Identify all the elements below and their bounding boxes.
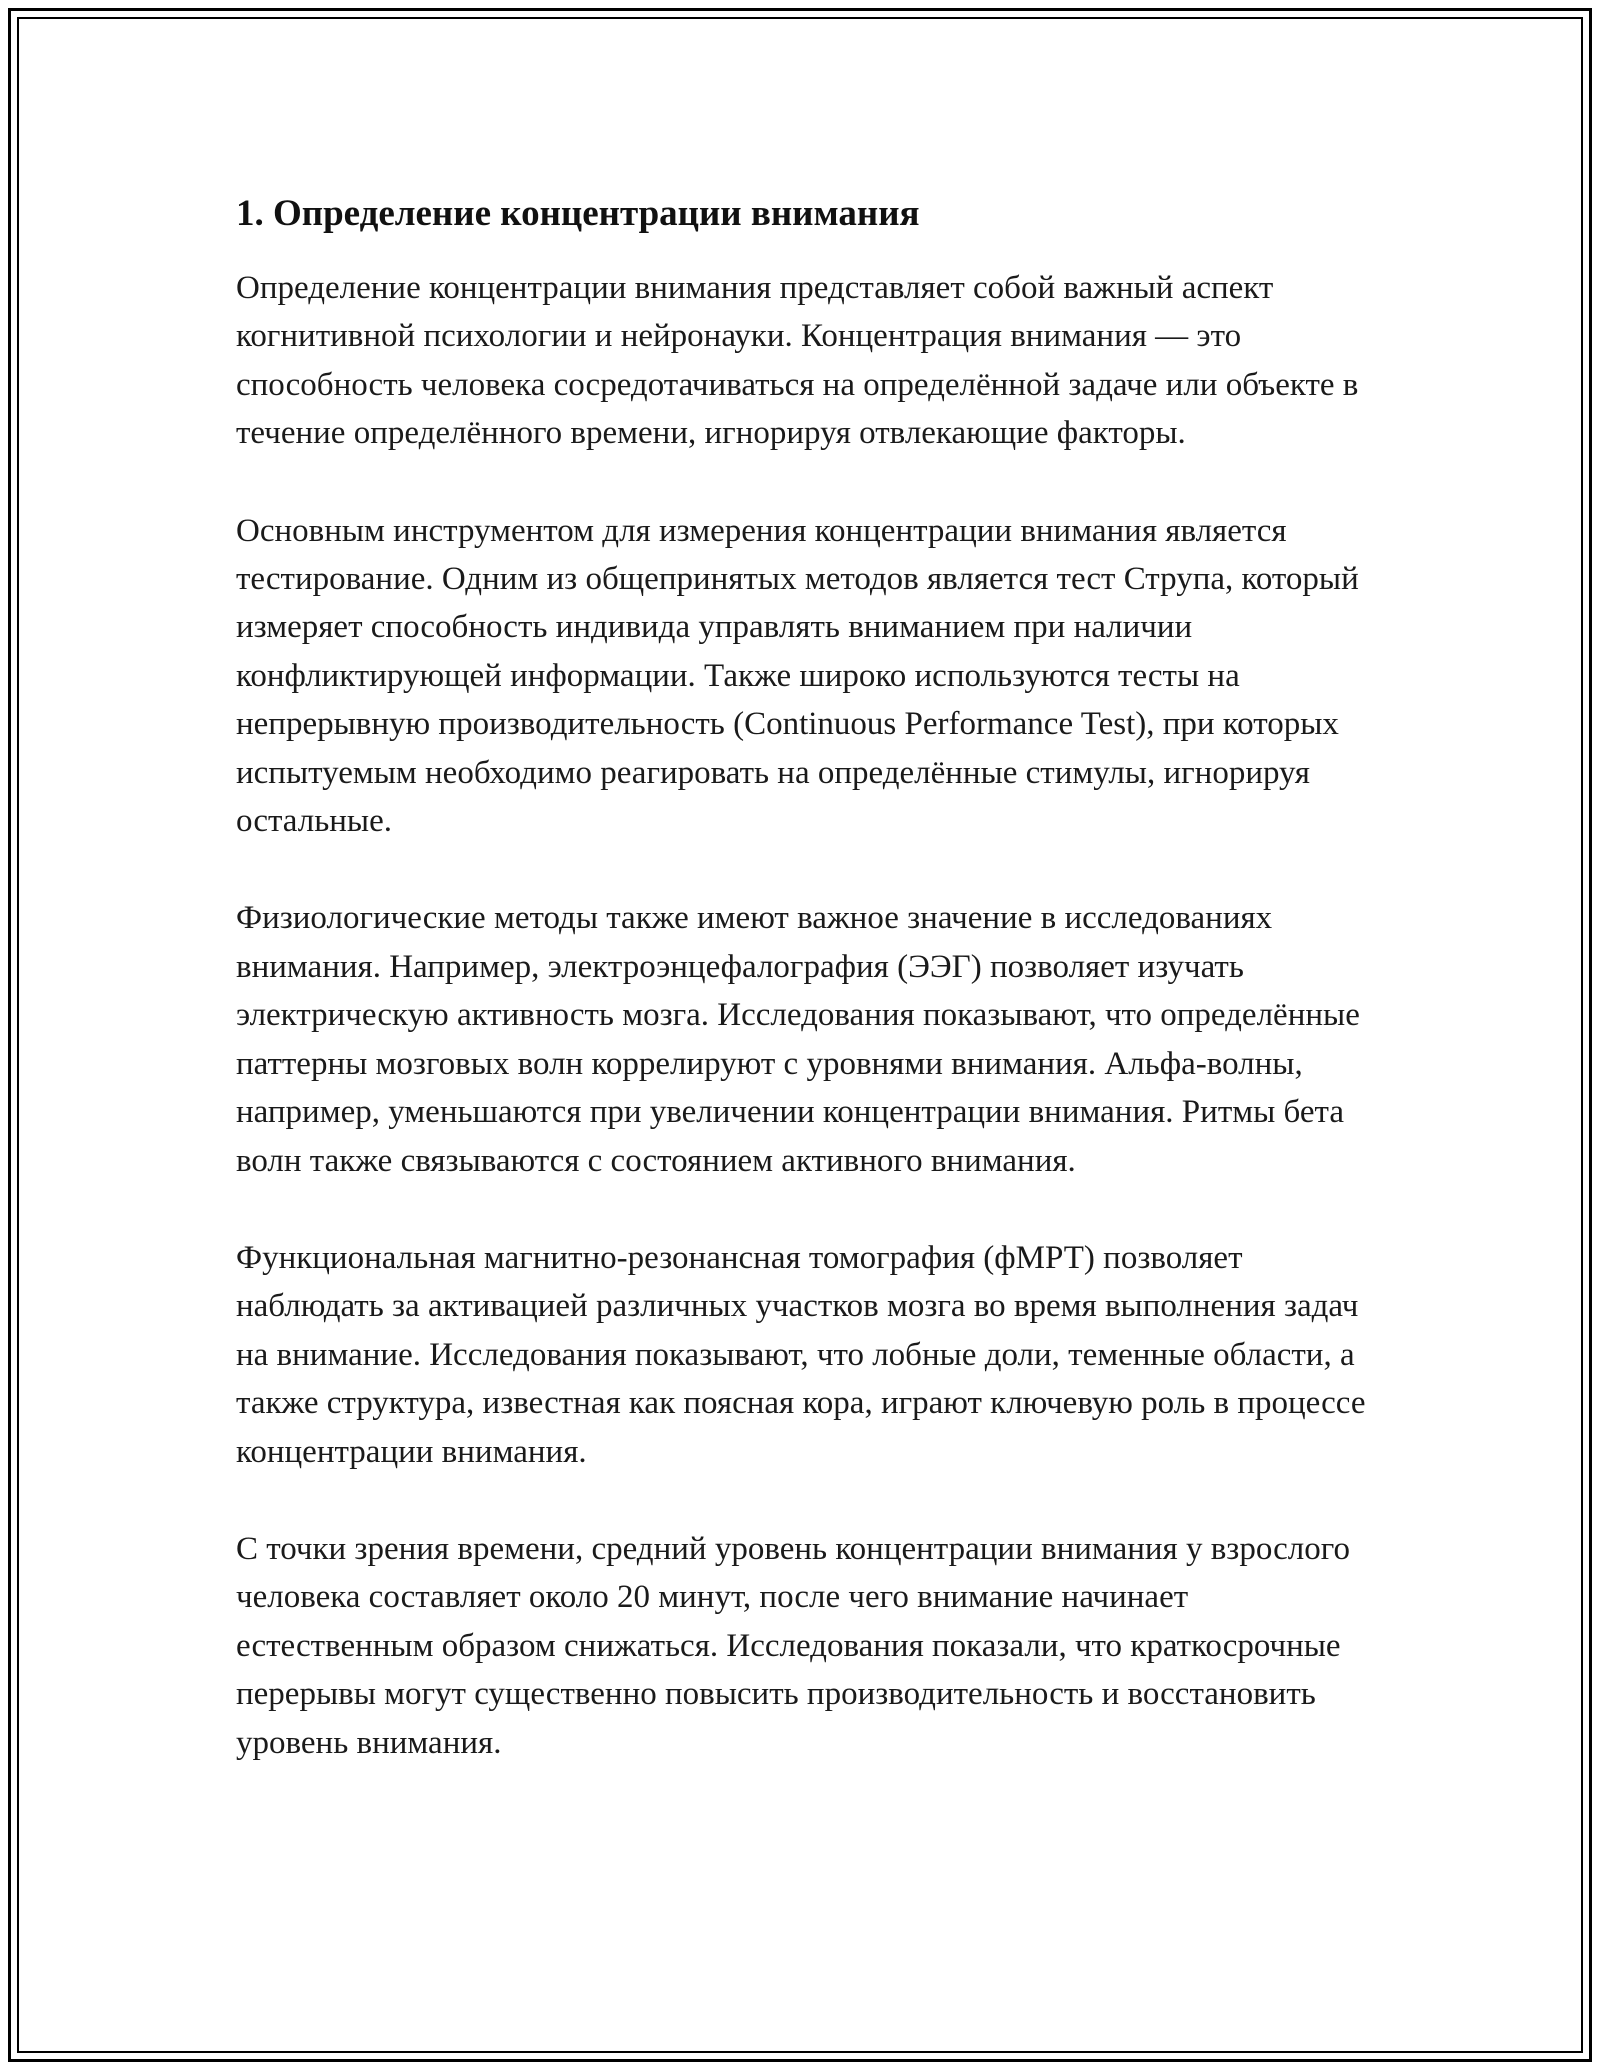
section-heading: 1. Определение концентрации внимания (236, 193, 920, 234)
paragraph-fmri: Функциональная магнитно-резонансная томография (фМРТ) позволяет наблюдать за активацией различных участков мозга во время выполнения задач на внимание. Исследования показывают, что лобные доли, теменные области, а также структура, известная как поясная кора, играют ключевую роль в процессе концентрации внимания. (236, 1239, 1366, 1470)
document-body (236, 184, 1376, 1816)
paragraph-physiological: Физиологические методы также имеют важное значение в исследованиях внимания. Например, электроэнцефалография (ЭЭГ) позволяет изучать электрическую активность мозга. Исследования показывают, что определённые паттерны мозговых волн коррелируют с уровнями внимания. Альфа-волны, например, уменьшаются при увеличении концентрации внимания. Ритмы бета волн также связываются с состоянием активного внимания. (236, 900, 1360, 1179)
paragraph-testing: Основным инструментом для измерения концентрации внимания является тестирование. Одним из общепринятых методов является тест Струпа, который измеряет способность индивида управлять вниманием при наличии конфликтирующей информации. Также широко используются тесты на непрерывную производительность (Continuous Performance Test), при которых испытуемым необходимо реагировать на определённые стимулы, игнорируя остальные. (236, 512, 1359, 840)
paragraph-definition: Определение концентрации внимания представляет собой важный аспект когнитивной психологии и нейронауки. Концентрация внимания — это способность человека сосредотачиваться на определённой задаче или объекте в течение определённого времени, игнорируя отвлекающие факторы. (236, 270, 1359, 452)
paragraph-time: С точки зрения времени, средний уровень концентрации внимания у взрослого человека составляет около 20 минут, после чего внимание начинает естественным образом снижаться. Исследования показали, что краткосрочные перерывы могут существенно повысить производительность и восстановить уровень внимания. (236, 1530, 1350, 1761)
